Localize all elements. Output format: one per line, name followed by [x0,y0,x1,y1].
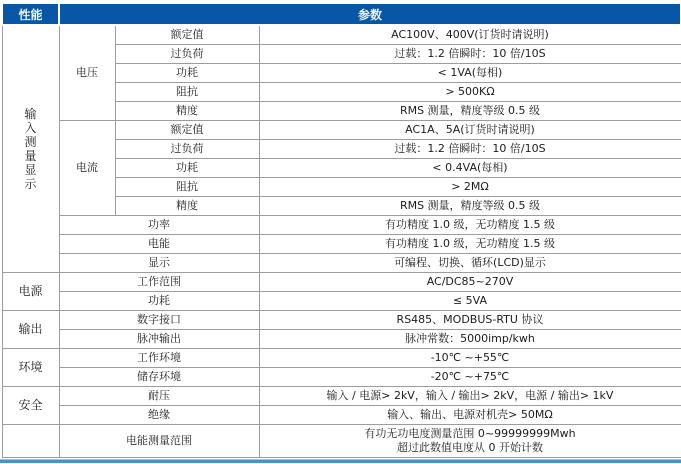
param-name: 额定值 [115,25,259,44]
param-name: 阻抗 [115,177,259,196]
table-row [2,424,681,457]
table-row [2,405,681,424]
subgroup-cell-voltage: 电压 [59,25,115,120]
table-row [2,291,681,310]
table-row [2,367,681,386]
param-value: 可编程、切换、循环(LCD)显示 [259,253,681,272]
param-name: 功耗 [115,158,259,177]
table-row [2,348,681,367]
param-value: AC100V、400V(订货时请说明) [259,25,681,44]
param-value: > 500KΩ [259,82,681,101]
param-value: 有功精度 1.0 级，无功精度 1.5 级 [259,215,681,234]
header-performance: 性能 [2,3,59,25]
param-value: 输入 / 电源> 2kV，输入 / 输出> 2kV，电源 / 输出> 1kV [259,386,681,405]
table-row [2,386,681,405]
param-value: AC/DC85~270V [259,272,681,291]
param-value: RMS 测量，精度等级 0.5 级 [259,196,681,215]
param-name: 额定值 [115,120,259,139]
group-cell-safety: 安全 [2,386,59,424]
param-value: RS485、MODBUS-RTU 协议 [259,310,681,329]
param-value: 脉冲常数：5000imp/kwh [259,329,681,348]
param-value-line1: 有功无功电度测量范围 0~99999999Mwh [364,426,576,440]
param-name: 电能 [59,234,259,253]
param-value: 过载：1.2 倍瞬时：10 倍/10S [259,44,681,63]
param-name: 过负荷 [115,139,259,158]
param-value: > 2MΩ [259,177,681,196]
param-value: AC1A、5A(订货时请说明) [259,120,681,139]
table-row [2,272,681,291]
bottom-accent-line [0,459,681,463]
param-name: 电能测量范围 [59,424,259,457]
group-cell-output: 输出 [2,310,59,348]
param-name: 功耗 [59,291,259,310]
group-cell-input-measure-display [2,25,59,272]
table-row [2,120,681,139]
table-row [2,25,681,44]
param-name: 过负荷 [115,44,259,63]
param-value: < 0.4VA(每相) [259,158,681,177]
header-parameters: 参数 [59,3,681,25]
table-row [2,310,681,329]
table-row [2,215,681,234]
spec-table [1,2,681,458]
group-label-vertical: 输入测量显示 [24,106,37,191]
param-value: 输入、输出、电源对机壳> 50MΩ [259,405,681,424]
param-value: 过载：1.2 倍瞬时：10 倍/10S [259,139,681,158]
param-name: 储存环境 [59,367,259,386]
group-cell-empty [2,424,59,457]
param-name: 工作范围 [59,272,259,291]
param-name: 功率 [59,215,259,234]
subgroup-cell-current: 电流 [59,120,115,215]
param-name: 显示 [59,253,259,272]
param-value: -10℃ ~+55℃ [259,348,681,367]
param-name: 数字接口 [59,310,259,329]
group-cell-environment: 环境 [2,348,59,386]
param-value: ≤ 5VA [259,291,681,310]
table-row [2,329,681,348]
param-value: 有功精度 1.0 级，无功精度 1.5 级 [259,234,681,253]
param-name: 绝缘 [59,405,259,424]
param-value: -20℃ ~+75℃ [259,367,681,386]
group-cell-power-supply: 电源 [2,272,59,310]
param-name: 功耗 [115,63,259,82]
param-value: < 1VA(每相) [259,63,681,82]
param-name: 脉冲输出 [59,329,259,348]
param-value [259,424,681,457]
param-name: 耐压 [59,386,259,405]
header-row [2,3,681,25]
param-name: 精度 [115,101,259,120]
param-value-line2: 超过此数值电度从 0 开始计数 [397,440,543,454]
table-row [2,253,681,272]
param-name: 阻抗 [115,82,259,101]
param-value: RMS 测量，精度等级 0.5 级 [259,101,681,120]
param-name: 精度 [115,196,259,215]
param-name: 工作环境 [59,348,259,367]
table-row [2,234,681,253]
